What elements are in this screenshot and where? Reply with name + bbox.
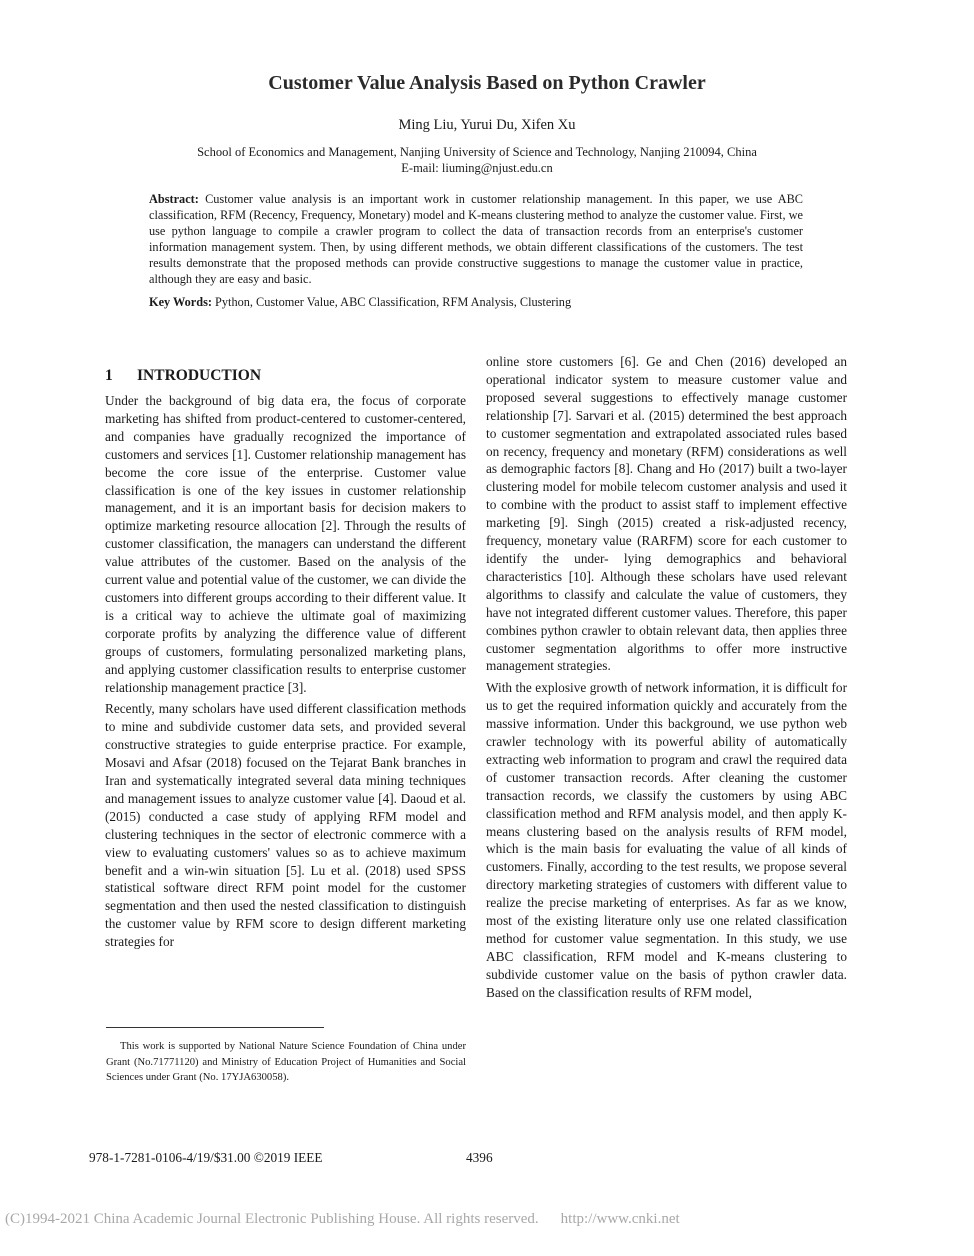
left-column xyxy=(105,366,466,955)
watermark-url[interactable]: http://www.cnki.net xyxy=(560,1211,680,1227)
abstract xyxy=(149,192,803,287)
email: E-mail: liuming@njust.edu.cn xyxy=(401,161,553,175)
right-column xyxy=(486,353,847,1006)
abstract-text: Customer value analysis is an important work in customer relationship management. In this paper, we use ABC classification, RFM (Recency, Frequency, Monetary) model and K-means clustering method to analyze the customer value. First, we use python language to compile a crawler program to collect the data of transaction records from an enterprise's customer information management system. Then, by using different methods, we obtain different classifications of the customers. The test results demonstrate that the proposed methods can provide constructive suggestions to manage the customer value in practice, although they are easy and basic. xyxy=(149,192,803,286)
abstract-label: Abstract: xyxy=(149,192,199,206)
keywords-text: Python, Customer Value, ABC Classification, RFM Analysis, Clustering xyxy=(215,295,572,309)
isbn-copyright: 978-1-7281-0106-4/19/$31.00 ©2019 IEEE xyxy=(89,1150,323,1165)
keywords-label: Key Words: xyxy=(149,295,212,309)
affiliation: School of Economics and Management, Nanjing University of Science and Technology, Nanjing 210094, China xyxy=(197,145,757,159)
page-number: 4396 xyxy=(466,1150,493,1165)
section-title: INTRODUCTION xyxy=(137,367,262,384)
paragraph: Recently, many scholars have used different classification methods to mine and subdivide customer data sets, and provided several constructive strategies to guide enterprise practice. For example, Mosavi and Afsar (2018) focused on the Tejarat Bank branches in Iran and systematically integrated several data mining techniques and management issues to analyze customer value [4]. Daoud et al. (2015) conducted a case study of applying RFM model and clustering techniques in the sector of electronic commerce with a view to evaluating customers' values so as to achieve maximum benefit and a win-win situation [5]. Lu et al. (2018) used SPSS statistical software direct RFM point model for the customer segmentation and then used the nested classification to distinguish the customer value by RFM score to design different marketing strategies for xyxy=(105,701,466,950)
paragraph: With the explosive growth of network information, it is difficult for us to get the required information quickly and accurately from the massive information. Under this background, we use python web crawler technology with its powerful ability of automatically extracting web information to program and crawl the required data of customer transaction records. After cleaning the customer transaction records, we classify the customers by using ABC classification method and RFM analysis model, and then apply K-means clustering based on the analysis results of RFM model, which is the main basis for evaluating the value of all kinds of customers. Finally, according to the test results, we propose several directory marketing strategies of customers with different value to realize the precise marketing of enterprises. As far as we know, most of the existing literature only use one related classification method for customer value segmentation. In this study, we use ABC classification, RFM model and K-means clustering to subdivide customer value on the basis of python crawler data. Based on the classification results of RFM model, xyxy=(486,680,847,1000)
author-list: Ming Liu, Yurui Du, Xifen Xu xyxy=(398,117,576,133)
keywords xyxy=(149,295,803,310)
watermark-copyright: (C)1994-2021 China Academic Journal Electronic Publishing House. All rights reserved. xyxy=(5,1211,539,1227)
paragraph: online store customers [6]. Ge and Chen (2016) developed an operational indicator system to measure customer value and proposed several suggestions to effectively manage customer relationship [7]. Sarvari et al. (2015) determined the best approach to customer segmentation and extrapolated associated rules based on recency, frequency and monetary (RFM) considerations as well as demographic factors [8]. Chang and Ho (2017) built a two-layer clustering model for mobile telecom customer analysis and used it to combine with the product to assist staff to implement effective marketing [9]. Singh (2015) created a risk-adjusted recency, frequency, monetary value (RARFM) score for each customer to identify the under- lying demographics and behavioral characteristics [10]. Although these scholars have used relevant algorithms to classify and calculate the value of customers, they have not integrated different customer values. Therefore, this paper combines python crawler to obtain relevant data, then applies three customer segmentation algorithms to offer more instructive management strategies. xyxy=(486,354,847,674)
section-heading xyxy=(105,366,466,386)
footnote: This work is supported by National Nature Science Foundation of China under Grant (No.71771120) and Ministry of Education Project of Humanities and Social Sciences under Grant (No. 17YJA630058). xyxy=(106,1041,466,1083)
watermark-footer xyxy=(5,1211,965,1228)
affiliation-block xyxy=(0,144,954,176)
paragraph: Under the background of big data era, the focus of corporate marketing has shifted from product-centered to customer-centered, and companies have gradually recognized the importance of customers and services [1]. Customer relationship management has become the core issue of the enterprise. Customer value classification is one of the key issues in customer relationship management, and it is an important basis for decision makers to optimize marketing resource allocation [2]. Through the results of customer classification, the managers can understand the different value attributes of the customer. Based on the analysis of the current value and potential value of the customer, we can divide the customers into different groups according to their different value. It is a critical way to achieve the ultimate goal of maximizing corporate profits by analyzing the difference value of different groups of customers, formulating personalized marketing plans, and applying customer classification results to enterprise customer relationship management practice [3]. xyxy=(105,393,466,695)
section-number: 1 xyxy=(105,367,113,384)
paper-title: Customer Value Analysis Based on Python Crawler xyxy=(268,72,706,94)
footnote-divider xyxy=(106,1027,324,1028)
